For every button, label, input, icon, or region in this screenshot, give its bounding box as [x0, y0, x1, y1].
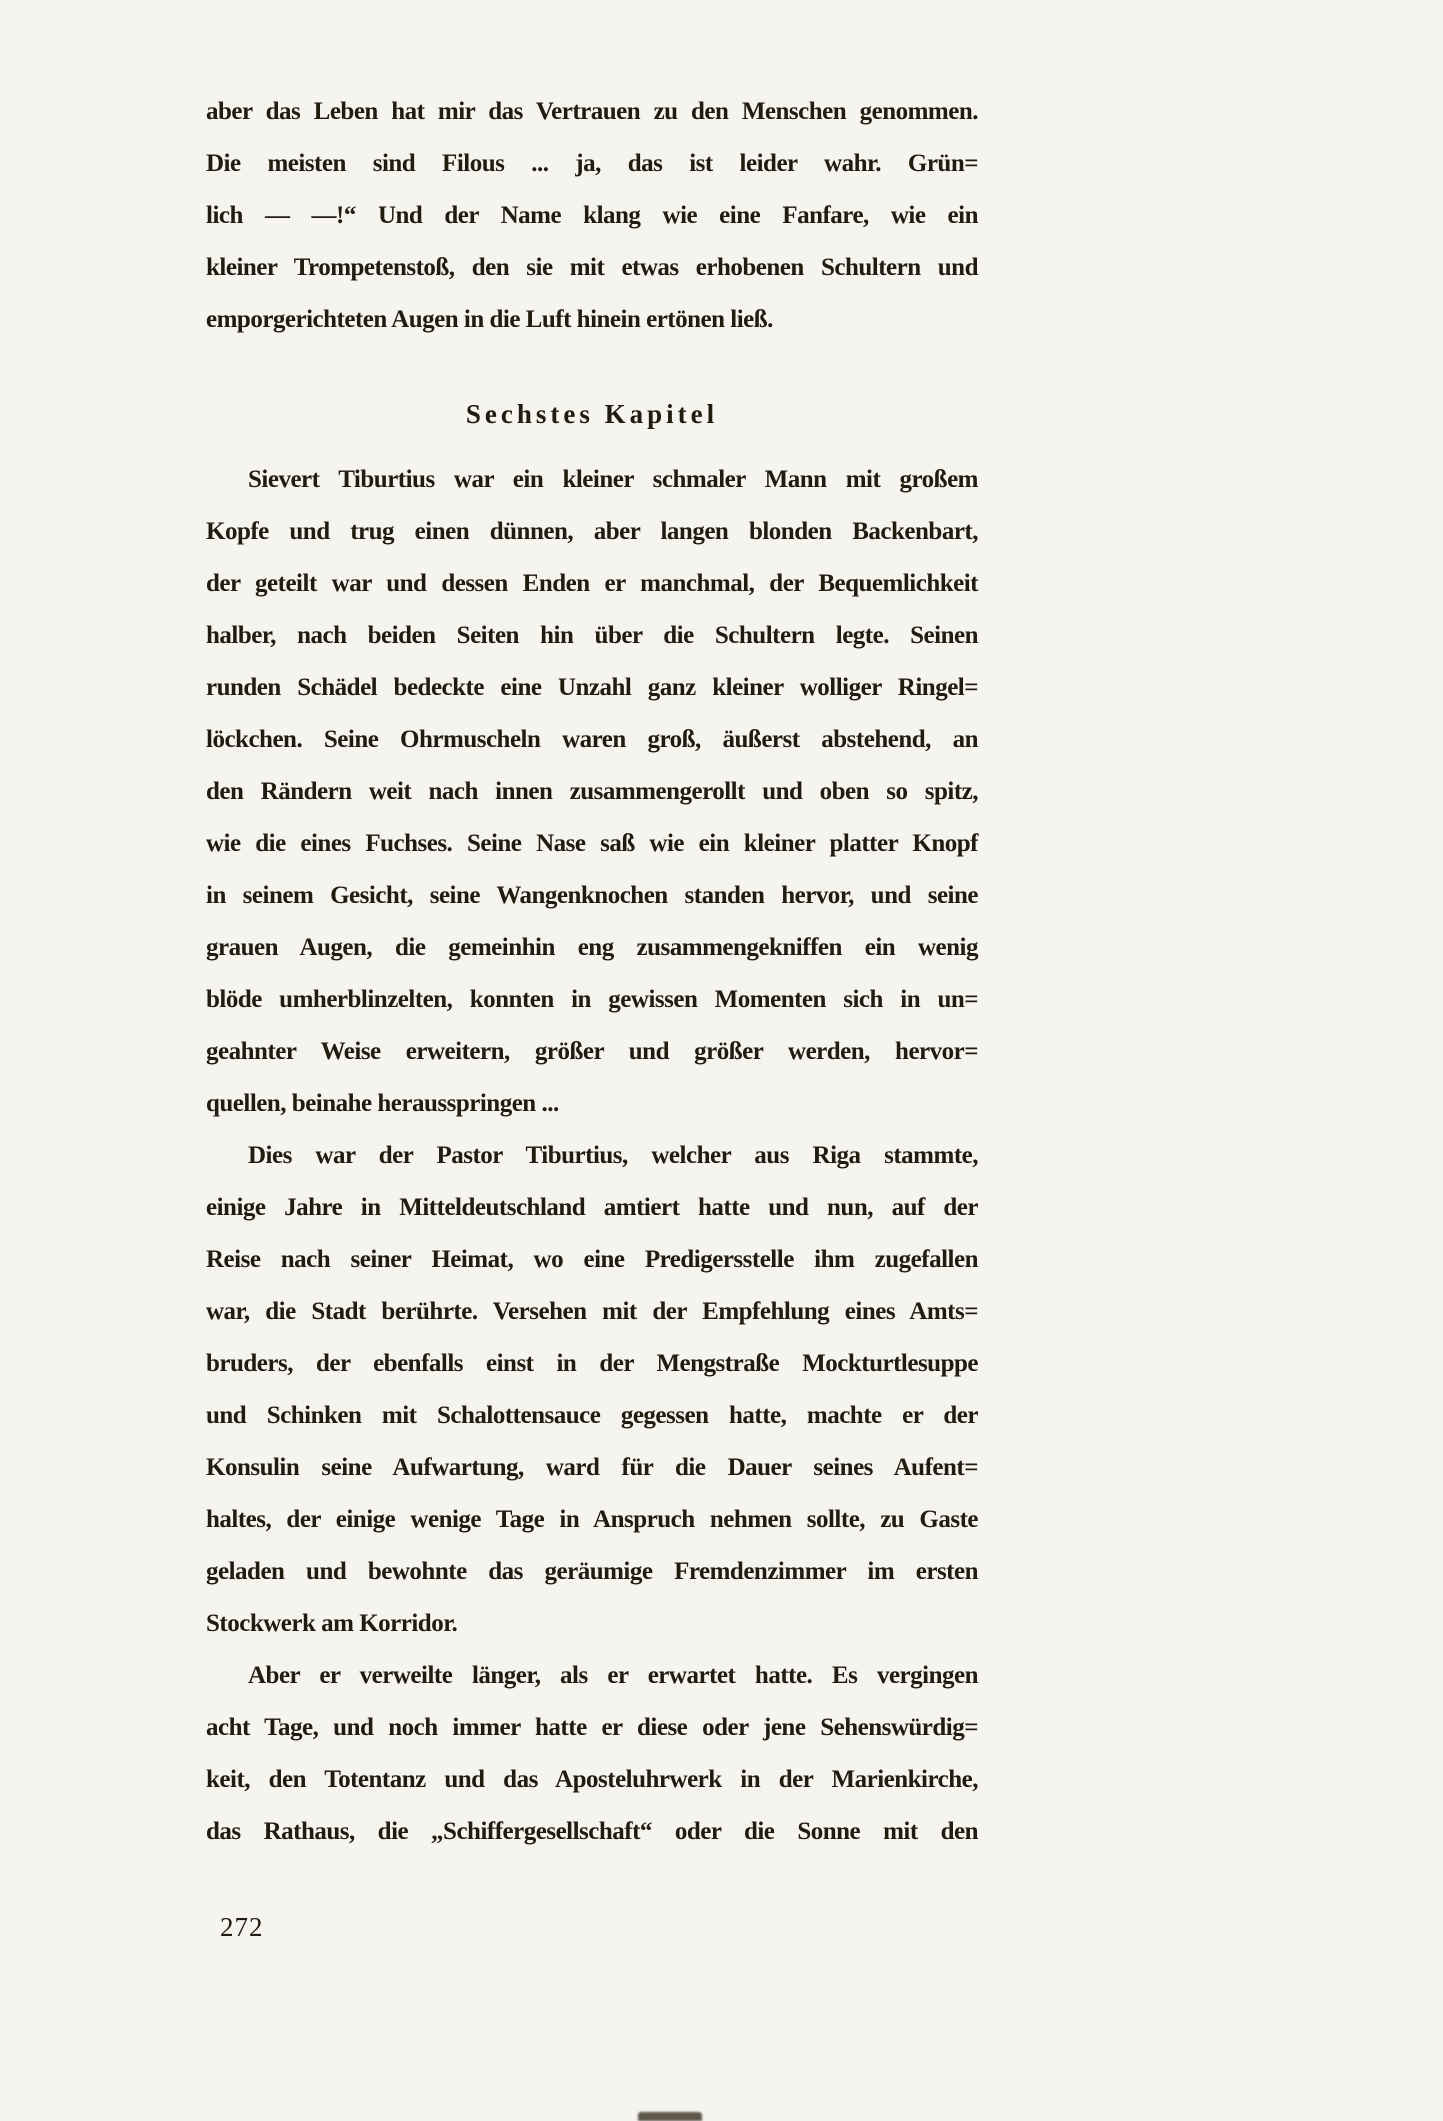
- scan-artifact: [638, 2112, 702, 2121]
- text-line: Konsulin seine Aufwartung, ward für die Dauer seines Aufent=: [206, 1454, 978, 1481]
- text-line: keit, den Totentanz und das Aposteluhrwerk in der Marienkirche,: [206, 1766, 978, 1793]
- text-line: geahnter Weise erweitern, größer und größer werden, hervor=: [206, 1038, 978, 1065]
- paragraph-continuation: [206, 86, 978, 346]
- text-line: Aber er verweilte länger, als er erwartet hatte. Es vergingen: [248, 1662, 978, 1689]
- text-line: quellen, beinahe herausspringen ...: [206, 1090, 559, 1117]
- text-line: halber, nach beiden Seiten hin über die Schultern legte. Seinen: [206, 622, 978, 649]
- text-line: kleiner Trompetenstoß, den sie mit etwas erhobenen Schultern und: [206, 254, 978, 281]
- text-line: runden Schädel bedeckte eine Unzahl ganz kleiner wolliger Ringel=: [206, 674, 978, 701]
- text-line: war, die Stadt berührte. Versehen mit der Empfehlung eines Amts=: [206, 1298, 978, 1325]
- text-line: wie die eines Fuchses. Seine Nase saß wie ein kleiner platter Knopf: [206, 830, 978, 857]
- text-line: Die meisten sind Filous ... ja, das ist leider wahr. Grün=: [206, 150, 978, 177]
- text-line: aber das Leben hat mir das Vertrauen zu den Menschen genommen.: [206, 98, 978, 125]
- text-line: Dies war der Pastor Tiburtius, welcher aus Riga stammte,: [248, 1142, 978, 1169]
- text-line: der geteilt war und dessen Enden er manchmal, der Bequemlichkeit: [206, 570, 978, 597]
- text-line: einige Jahre in Mitteldeutschland amtiert hatte und nun, auf der: [206, 1194, 978, 1221]
- text-line: emporgerichteten Augen in die Luft hinein ertönen ließ.: [206, 306, 773, 333]
- text-line: Sievert Tiburtius war ein kleiner schmaler Mann mit großem: [248, 466, 978, 493]
- text-line: und Schinken mit Schalottensauce gegessen hatte, machte er der: [206, 1402, 978, 1429]
- text-line: Kopfe und trug einen dünnen, aber langen blonden Backenbart,: [206, 518, 978, 545]
- text-line: Reise nach seiner Heimat, wo eine Predigersstelle ihm zugefallen: [206, 1246, 978, 1273]
- paragraph: [206, 454, 978, 1130]
- text-line: das Rathaus, die „Schiffergesellschaft“ oder die Sonne mit den: [206, 1818, 978, 1845]
- page-number: 272: [220, 1912, 264, 1942]
- text-line: den Rändern weit nach innen zusammengerollt und oben so spitz,: [206, 778, 978, 805]
- text-line: Stockwerk am Korridor.: [206, 1610, 458, 1637]
- text-line: geladen und bewohnte das geräumige Fremdenzimmer im ersten: [206, 1558, 978, 1585]
- text-line: bruders, der ebenfalls einst in der Mengstraße Mockturtlesuppe: [206, 1350, 978, 1377]
- paragraph: [206, 1650, 978, 1858]
- text-line: löckchen. Seine Ohrmuscheln waren groß, äußerst abstehend, an: [206, 726, 978, 753]
- chapter-heading: Sechstes Kapitel: [465, 399, 719, 429]
- text-line: blöde umherblinzelten, konnten in gewissen Momenten sich in un=: [206, 986, 978, 1013]
- text-line: in seinem Gesicht, seine Wangenknochen standen hervor, und seine: [206, 882, 978, 909]
- text-block: [206, 86, 978, 1858]
- text-line: grauen Augen, die gemeinhin eng zusammengekniffen ein wenig: [206, 934, 978, 961]
- text-line: acht Tage, und noch immer hatte er diese oder jene Sehenswürdig=: [206, 1714, 978, 1741]
- text-line: lich — —!“ Und der Name klang wie eine Fanfare, wie ein: [206, 202, 978, 229]
- paragraph: [206, 1130, 978, 1650]
- text-line: haltes, der einige wenige Tage in Anspruch nehmen sollte, zu Gaste: [206, 1506, 978, 1533]
